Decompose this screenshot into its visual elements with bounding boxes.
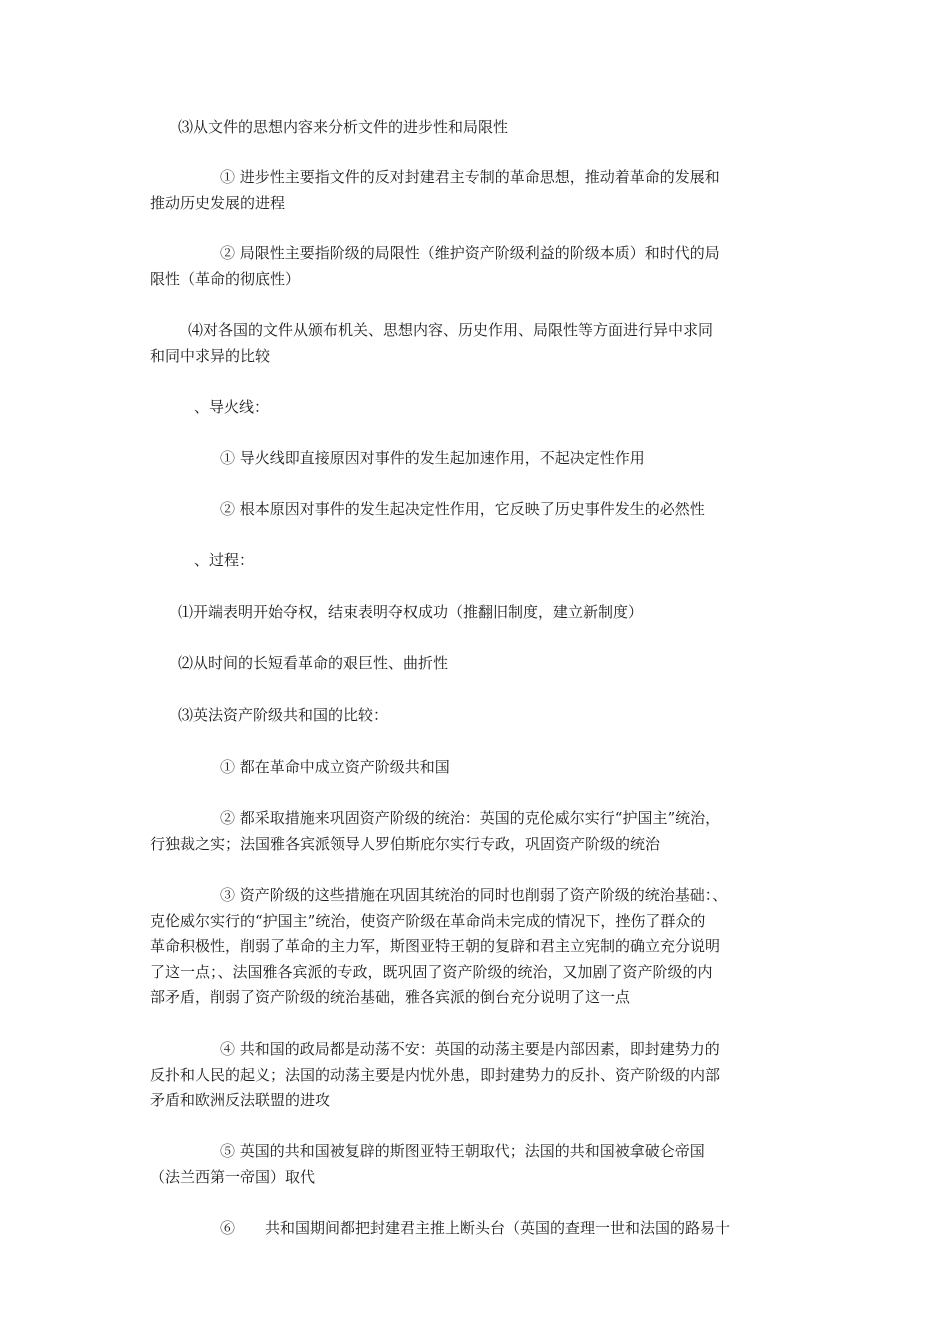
text-line: ① 导火线即直接原因对事件的发生起加速作用，不起决定性作用 bbox=[220, 449, 645, 467]
paragraph-republic-5 bbox=[150, 1139, 705, 1190]
text-line: 限性（革命的彻底性） bbox=[150, 269, 301, 288]
text-line: ⑷对各国的文件从颁布机关、思想内容、历史作用、局限性等方面进行异中求同 bbox=[188, 321, 714, 339]
heading-fuse bbox=[194, 395, 269, 421]
text-line: 推动历史发展的进程 bbox=[150, 193, 286, 212]
paragraph-republic-1 bbox=[220, 755, 450, 781]
text-line: 部矛盾，削弱了资产阶级的统治基础，雅各宾派的倒台充分说明了这一点 bbox=[150, 988, 631, 1006]
text-line: ① 都在革命中成立资产阶级共和国 bbox=[220, 758, 450, 776]
paragraph-republic-4 bbox=[150, 1037, 720, 1114]
paragraph-comparison bbox=[150, 318, 713, 369]
text-line: 革命积极性，削弱了革命的主力军，斯图亚特王朝的复辟和君主立宪制的确立充分说明 bbox=[150, 937, 721, 955]
text-line: ⑥ 共和国期间都把封建君主推上断头台（英国的查理一世和法国的路易十 bbox=[220, 1219, 731, 1237]
text-line: 、过程： bbox=[194, 551, 255, 569]
text-line: ② 都采取措施来巩固资产阶级的统治：英国的克伦威尔实行“护国主”统治， bbox=[220, 809, 721, 827]
text-line: 克伦威尔实行的“护国主”统治，使资产阶级在革命尚未完成的情况下，挫伤了群众的 bbox=[150, 911, 706, 930]
paragraph-fuse-2 bbox=[220, 497, 705, 523]
text-line: ⑴开端表明开始夺权，结束表明夺权成功（推翻旧制度，建立新制度） bbox=[178, 603, 644, 621]
text-line: 了这一点；、法国雅各宾派的专政，既巩固了资产阶级的统治，又加剧了资产阶级的内 bbox=[150, 962, 713, 981]
text-line: 和同中求异的比较 bbox=[150, 346, 271, 365]
text-line: 、导火线： bbox=[194, 398, 270, 416]
text-line: ⑶从文件的思想内容来分析文件的进步性和局限性 bbox=[178, 118, 509, 136]
text-line: 行独裁之实；法国雅各宾派领导人罗伯斯庇尔实行专政，巩固资产阶级的统治 bbox=[150, 834, 661, 853]
paragraph-process-3 bbox=[178, 703, 388, 729]
paragraph-fuse-1 bbox=[220, 446, 645, 472]
text-line: ⑤ 英国的共和国被复辟的斯图亚特王朝取代；法国的共和国被拿破仑帝国 bbox=[220, 1142, 705, 1160]
text-line: 反扑和人民的起义；法国的动荡主要是内忧外患，即封建势力的反扑、资产阶级的内部 bbox=[150, 1065, 721, 1084]
paragraph-process-2 bbox=[178, 651, 448, 677]
text-line: ① 进步性主要指文件的反对封建君主专制的革命思想，推动着革命的发展和 bbox=[220, 168, 720, 186]
paragraph-progressiveness bbox=[150, 165, 720, 216]
text-line: ⑶英法资产阶级共和国的比较： bbox=[178, 706, 389, 724]
paragraph-republic-2 bbox=[150, 806, 720, 857]
heading-process bbox=[194, 548, 254, 574]
text-line: ⑵从时间的长短看革命的艰巨性、曲折性 bbox=[178, 654, 449, 672]
paragraph-process-1 bbox=[178, 600, 643, 626]
paragraph-republic-3 bbox=[150, 883, 727, 1011]
text-line: 矛盾和欧洲反法联盟的进攻 bbox=[150, 1091, 331, 1109]
text-line: ④ 共和国的政局都是动荡不安：英国的动荡主要是内部因素，即封建势力的 bbox=[220, 1040, 720, 1058]
text-line: ② 根本原因对事件的发生起决定性作用，它反映了历史事件发生的必然性 bbox=[220, 500, 705, 518]
paragraph-republic-6 bbox=[220, 1216, 730, 1242]
paragraph-doc-analysis bbox=[178, 115, 508, 141]
text-line: ③ 资产阶级的这些措施在巩固其统治的同时也削弱了资产阶级的统治基础：、 bbox=[220, 886, 728, 904]
text-line: ② 局限性主要指阶级的局限性（维护资产阶级利益的阶级本质）和时代的局 bbox=[220, 244, 720, 262]
paragraph-limitations bbox=[150, 241, 720, 292]
text-line: （法兰西第一帝国）取代 bbox=[150, 1167, 316, 1186]
